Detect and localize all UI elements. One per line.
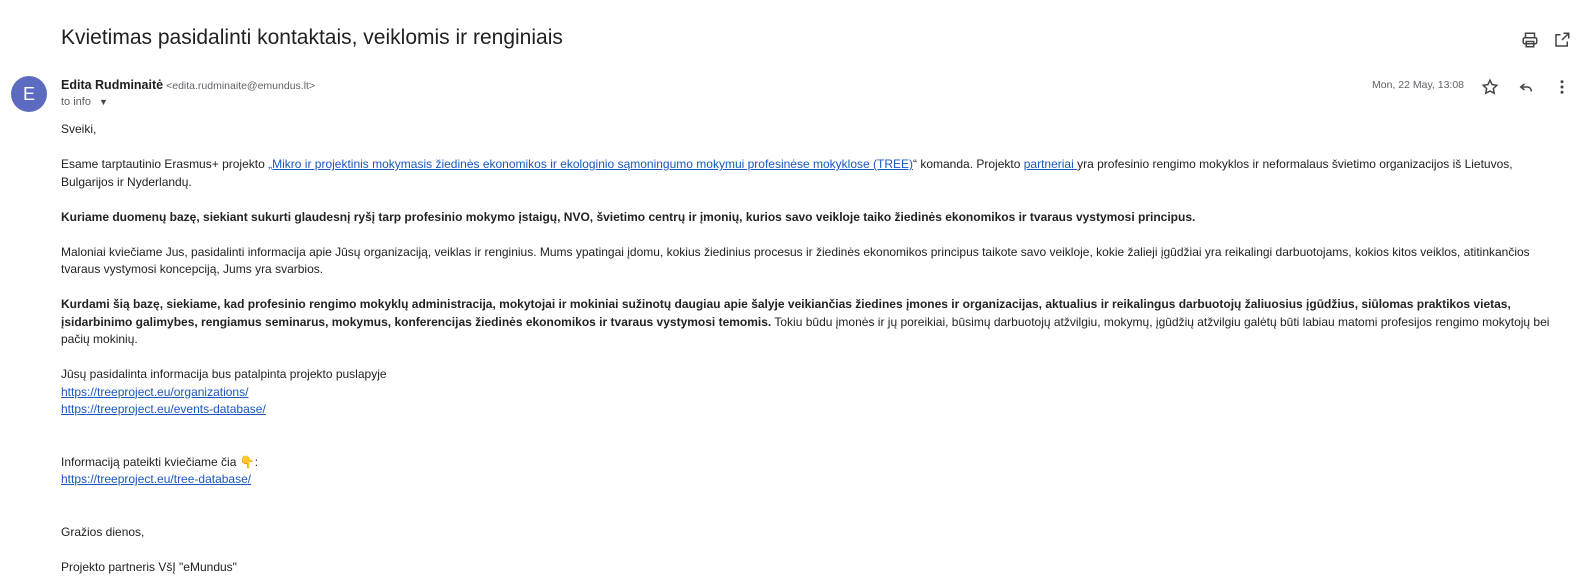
star-icon[interactable] (1480, 77, 1500, 97)
message-date: Mon, 22 May, 13:08 (1372, 79, 1465, 91)
goals-rest: Tokiu būdu įmonės ir jų poreikiai, būsimų darbuotojų atžvilgiu, mokymų, įgūdžių atžvilgiu galėtų būti labiau matomi profesijos rengimo mokytojų bei pačių mokinių. (61, 314, 1550, 346)
message-actions (1480, 77, 1572, 97)
chevron-down-icon[interactable]: ▼ (98, 97, 108, 107)
sender-email: <edita.rudminaite@emundus.lt> (166, 80, 316, 92)
submit-colon: : (254, 454, 259, 469)
thread-actions (1520, 30, 1572, 50)
sender-name[interactable]: Edita Rudminaitė (61, 78, 164, 92)
email-subject: Kvietimas pasidalinti kontaktais, veiklomis ir renginiais (61, 26, 563, 49)
submit-text: Informaciją pateikti kviečiame čia (61, 454, 240, 469)
email-body (61, 121, 1551, 576)
intro-text: Esame tarptautinio Erasmus+ projekto (61, 157, 269, 171)
tree-database-link[interactable]: https://treeproject.eu/tree-database/ (61, 472, 252, 486)
reply-icon[interactable] (1516, 77, 1536, 97)
recipient-line[interactable] (61, 96, 108, 108)
pointing-down-icon: 👇 (239, 454, 255, 469)
avatar[interactable]: E (11, 76, 47, 112)
paragraph-info: Jūsų pasidalinta informacija bus patalpinta projekto puslapyje (61, 367, 387, 381)
sender-info (61, 78, 315, 92)
greeting: Sveiki, (61, 122, 97, 136)
partners-link[interactable]: partneriai (1023, 157, 1078, 171)
printer-icon[interactable] (1520, 30, 1540, 50)
open-in-new-icon[interactable] (1552, 30, 1572, 50)
events-database-link[interactable]: https://treeproject.eu/events-database/ (61, 402, 266, 416)
organizations-link[interactable]: https://treeproject.eu/organizations/ (61, 384, 249, 399)
goals-bold: Kurdami šią bazę, siekiame, kad profesinio rengimo mokyklų administracija, mokytojai ir mokiniai sužinotų daugiau apie šalyje veikiančias žiedines įmones ir organizacijas, aktualius ir reikalingus darbuotojų žaliuosius įgūdžius, siūlomas praktikos vietas, įsidarbinimo galimybes, rengiamus seminarus, mokymus, konferencijas žiedinės ekonomikos ir tvaraus vystymosi temomis. (61, 297, 1511, 329)
intro-text-end: yra profesinio rengimo mokyklos ir neformalaus švietimo organizacijos iš Lietuvos, Bulgarijos ir Nyderlandų. (61, 157, 1513, 189)
paragraph-database: Kuriame duomenų bazę, siekiant sukurti glaudesnį ryšį tarp profesinio mokymo įstaigų, NVO, švietimo centrų ir įmonių, kurios savo veikloje taiko žiedinės ekonomikos ir tvaraus vystymosi principus. (61, 209, 1196, 224)
signature: Projekto partneris VšĮ "eMundus" (61, 559, 237, 574)
paragraph-submit (61, 454, 1551, 472)
closing: Gražios dienos, (61, 524, 145, 539)
more-vert-icon[interactable] (1552, 77, 1572, 97)
paragraph-intro (61, 156, 1551, 191)
paragraph-goals (61, 296, 1551, 349)
project-link[interactable]: „Mikro ir projektinis mokymasis žiedinės ekonomikos ir ekologinio sąmoningumo mokymui profesinėse mokyklose (TREE) (268, 157, 913, 171)
intro-text-mid: “ komanda. Projekto (913, 157, 1024, 171)
paragraph-invitation: Maloniai kviečiame Jus, pasidalinti informacija apie Jūsų organizaciją, veiklas ir renginius. Mums ypatingai įdomu, kokius žiedinius procesus ir žiedinės ekonomikos principus taikote savo veikloje, kokie žalieji įgūdžiai yra reikalingi darbuotojams, kokios kitos veiklos, atitinkančios tvaraus vystymosi koncepciją, Jums yra svarbios. (61, 244, 1530, 276)
recipient-label: to info (61, 96, 91, 108)
